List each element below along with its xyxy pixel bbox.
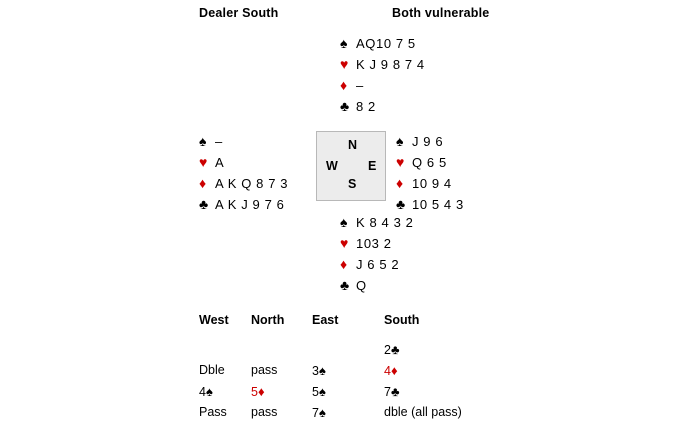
auction-bid-text: 4 (199, 385, 206, 399)
auction-bid-suit-icon: ♠ (318, 405, 326, 420)
auction-bid-text: 4 (384, 364, 391, 378)
west-diamonds-cards: A K Q 8 7 3 (215, 176, 289, 191)
west-spades-cards: – (215, 134, 223, 149)
auction-bid-cell (312, 342, 384, 363)
north-clubs-row (340, 96, 425, 117)
east-clubs-cards: 10 5 4 3 (412, 197, 464, 212)
north-hand (340, 33, 425, 117)
auction-header-row (199, 313, 494, 342)
auction-bid-suit-icon: ♦ (257, 384, 265, 399)
east-spades-cards: J 9 6 (412, 134, 444, 149)
diamond-icon: ♦ (199, 175, 207, 191)
auction-col-west: West (199, 313, 229, 327)
auction-row (199, 363, 494, 384)
auction-bid-suit-icon: ♠ (318, 363, 326, 378)
auction-bid-suit-icon: ♠ (318, 384, 326, 399)
auction-bid-text: pass (251, 363, 278, 377)
auction-bid-cell (199, 363, 251, 384)
auction-bid-cell (384, 363, 494, 384)
east-diamonds-row (396, 173, 464, 194)
auction-bid-suit-icon: ♠ (205, 384, 213, 399)
south-diamonds-cards: J 6 5 2 (356, 257, 400, 272)
spade-icon: ♠ (396, 133, 404, 149)
auction-bid-cell (384, 342, 494, 363)
north-hearts-cards: K J 9 8 7 4 (356, 57, 425, 72)
auction-bid-cell (312, 405, 384, 426)
auction-bid-cell (251, 363, 312, 384)
auction-table (199, 313, 499, 426)
compass-west-label: W (326, 159, 338, 173)
dealer-label: Dealer South (199, 6, 279, 20)
auction-bid-cell (251, 405, 312, 426)
north-clubs-cards: 8 2 (356, 99, 376, 114)
auction-col-north: North (251, 313, 285, 327)
west-hand (199, 131, 288, 215)
auction-bid-text: 7 (312, 406, 319, 420)
north-spades-cards: AQ10 7 5 (356, 36, 416, 51)
east-hand (396, 131, 464, 215)
west-hearts-row (199, 152, 288, 173)
compass-box (316, 131, 386, 201)
diamond-icon: ♦ (340, 256, 348, 272)
compass-north-label: N (348, 138, 358, 152)
auction-col-south: South (384, 313, 420, 327)
diamond-icon: ♦ (396, 175, 404, 191)
auction-bid-suit-icon: ♦ (390, 363, 398, 378)
club-icon: ♣ (340, 277, 350, 293)
auction-bid-cell (199, 384, 251, 405)
north-spades-row (340, 33, 425, 54)
heart-icon: ♥ (199, 154, 208, 170)
auction-bid-suit-icon: ♣ (390, 342, 400, 357)
auction-bid-text: 3 (312, 364, 319, 378)
auction-bid-text: dble (all pass) (384, 405, 462, 419)
auction-bid-cell (312, 384, 384, 405)
south-clubs-row (340, 275, 413, 296)
auction-bid-text: 7 (384, 385, 391, 399)
east-spades-row (396, 131, 464, 152)
auction-bid-text: Pass (199, 405, 227, 419)
auction-bid-cell (384, 384, 494, 405)
club-icon: ♣ (340, 98, 350, 114)
auction-bid-cell (384, 405, 494, 426)
east-hearts-row (396, 152, 464, 173)
spade-icon: ♠ (199, 133, 207, 149)
club-icon: ♣ (396, 196, 406, 212)
auction-bid-cell (312, 363, 384, 384)
spade-icon: ♠ (340, 35, 348, 51)
auction-bid-suit-icon: ♣ (390, 384, 400, 399)
west-hearts-cards: A (215, 155, 225, 170)
auction-col-east: East (312, 313, 339, 327)
south-spades-cards: K 8 4 3 2 (356, 215, 414, 230)
south-diamonds-row (340, 254, 413, 275)
east-hearts-cards: Q 6 5 (412, 155, 447, 170)
auction-bid-text: Dble (199, 363, 225, 377)
club-icon: ♣ (199, 196, 209, 212)
heart-icon: ♥ (396, 154, 405, 170)
auction-bid-cell (199, 342, 251, 363)
diamond-icon: ♦ (340, 77, 348, 93)
west-clubs-row (199, 194, 288, 215)
heart-icon: ♥ (340, 235, 349, 251)
south-hand (340, 212, 413, 296)
compass-east-label: E (368, 159, 377, 173)
south-hearts-cards: 103 2 (356, 236, 392, 251)
auction-row (199, 405, 494, 426)
auction-row (199, 342, 494, 363)
auction-bid-text: 2 (384, 343, 391, 357)
auction-bid-cell (251, 384, 312, 405)
north-diamonds-row (340, 75, 425, 96)
compass-south-label: S (348, 177, 357, 191)
spade-icon: ♠ (340, 214, 348, 230)
south-clubs-cards: Q (356, 278, 367, 293)
auction-bid-cell (199, 405, 251, 426)
north-diamonds-cards: – (356, 78, 364, 93)
south-spades-row (340, 212, 413, 233)
auction-bid-text: pass (251, 405, 278, 419)
auction-row (199, 384, 494, 405)
east-diamonds-cards: 10 9 4 (412, 176, 452, 191)
heart-icon: ♥ (340, 56, 349, 72)
vulnerability-label: Both vulnerable (392, 6, 490, 20)
west-spades-row (199, 131, 288, 152)
north-hearts-row (340, 54, 425, 75)
auction-body (199, 342, 494, 426)
south-hearts-row (340, 233, 413, 254)
auction-bid-text: 5 (312, 385, 319, 399)
west-clubs-cards: A K J 9 7 6 (215, 197, 285, 212)
auction-bid-text: 5 (251, 385, 258, 399)
auction-bid-cell (251, 342, 312, 363)
west-diamonds-row (199, 173, 288, 194)
